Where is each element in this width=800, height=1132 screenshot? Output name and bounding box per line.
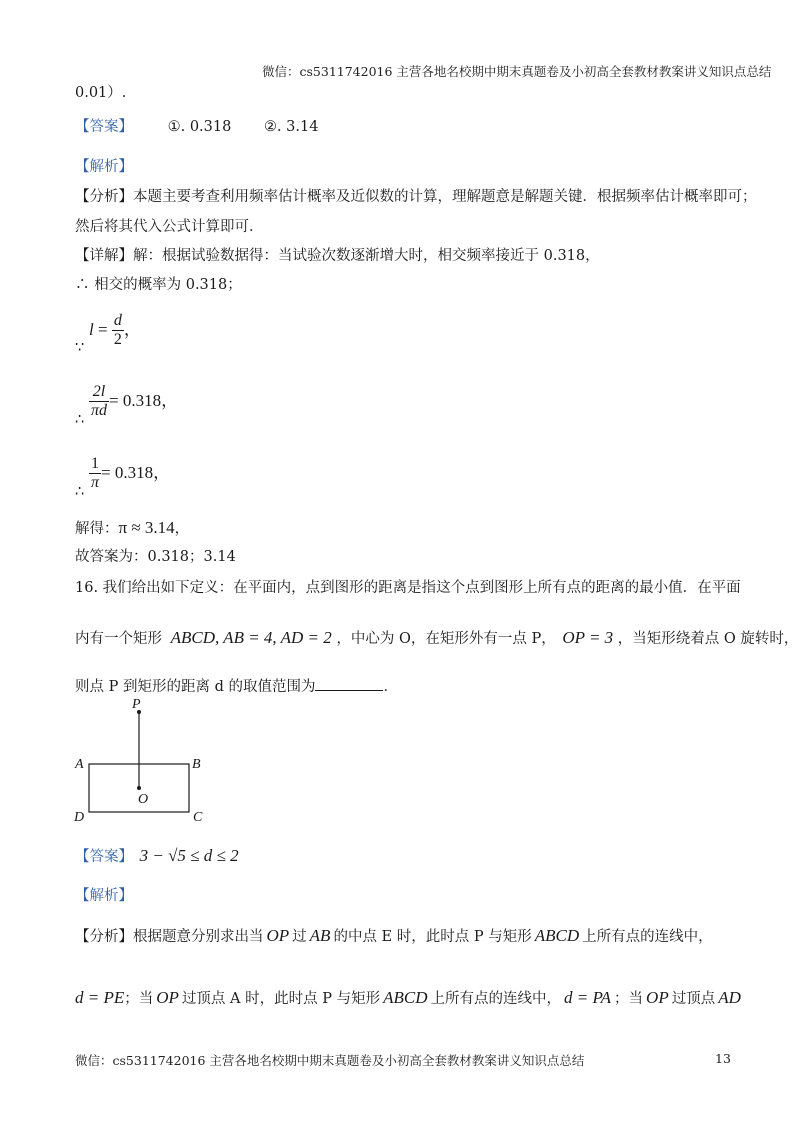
therefore-symbol-2: ∴ xyxy=(75,484,85,500)
q16-line-3: 则点 P 到矩形的距离 d 的取值范围为 ． xyxy=(75,676,398,697)
label-d: D xyxy=(74,810,85,825)
q16-line-1: 16. 我们给出如下定义：在平面内，点到图形的距离是指这个点到图形上所有点的距离的最小值．在平面 xyxy=(75,580,741,596)
analysis-line-1: 【分析】本题主要考查利用频率估计概率及近似数的计算，理解题意是解题关键．根据频率估计概率即可； xyxy=(75,189,757,205)
op-length: OP = 3 xyxy=(562,628,614,647)
therefore-symbol-1: ∴ xyxy=(75,412,85,428)
fraction-d-over-2: $\frac{d}{2}$ xyxy=(113,312,122,348)
answer-row-16 xyxy=(75,846,239,867)
rectangle-definition: ABCD, AB = 4, AD = 2 xyxy=(170,628,332,647)
page-footer: 微信：cs5311742016 主营各地名校期中期末真题卷及小初高全套教材教案讲义知识点总结 xyxy=(75,1053,585,1068)
page-number: 13 xyxy=(715,1051,731,1066)
label-b: B xyxy=(192,757,201,772)
detail-line-2: ∴ 相交的概率为 0.318； xyxy=(75,277,242,293)
equation-2: $\frac{2l}{\pi d}$ = 0.318， xyxy=(91,383,179,419)
answer-tag: 【答案】 xyxy=(75,849,133,865)
page-header: 微信：cs5311742016 主营各地名校期中期末真题卷及小初高全套教材教案讲义知识点总结 xyxy=(262,64,772,79)
because-symbol: ∵ xyxy=(75,340,85,356)
q16-analysis-line-2: d = PE；当 OP 过顶点 A 时，此时点 P 与矩形 ABCD 上所有点的连线中， d = PA ；当 OP 过顶点 AD xyxy=(75,988,741,1007)
label-a: A xyxy=(75,757,84,772)
equation-1: l = $\frac{d}{2}$ ， xyxy=(89,312,141,348)
fraction-1-over-pi: $\frac{1}{\pi}$ xyxy=(91,455,100,491)
answer-row-15 xyxy=(75,117,318,137)
equation-3: $\frac{1}{\pi}$ = 0.318， xyxy=(91,455,171,491)
fraction-2l-over-pid: $\frac{2l}{\pi d}$ xyxy=(91,383,108,419)
label-o: O xyxy=(138,792,149,807)
analysis-tag: 【解析】 xyxy=(75,159,133,175)
q16-analysis-line-1: 【分析】根据题意分别求出当 OP 过 AB 的中点 E 时，此时点 P 与矩形 ABCD 上所有点的连线中， xyxy=(75,926,713,945)
point-o xyxy=(137,786,141,790)
answer-blank xyxy=(315,676,383,691)
analysis-line-2: 然后将其代入公式计算即可． xyxy=(75,219,264,235)
answer-tag: 【答案】 xyxy=(75,119,133,135)
solve-line: 解得：π ≈ 3.14， xyxy=(75,518,190,537)
rectangle-figure xyxy=(60,690,230,835)
answer-2: ②. 3.14 xyxy=(263,119,319,135)
analysis-tag-16: 【解析】 xyxy=(75,888,133,904)
label-c: C xyxy=(193,810,203,825)
answer-range: 3 − √5 ≤ d ≤ 2 xyxy=(139,846,239,865)
q16-line-2: 内有一个矩形 ABCD, AB = 4, AD = 2 ，中心为 O，在矩形外有一点 P， OP = 3 ，当矩形绕着点 O 旋转时， xyxy=(75,628,799,647)
final-answer-15: 故答案为：0.318；3.14 xyxy=(75,549,236,565)
answer-1: ①. 0.318 xyxy=(167,119,232,135)
detail-line-1: 【详解】解：根据试验数据得：当试验次数逐渐增大时，相交频率接近于 0.318， xyxy=(75,248,600,264)
question-continuation: 0.01）. xyxy=(75,85,127,101)
label-p: P xyxy=(132,697,141,712)
